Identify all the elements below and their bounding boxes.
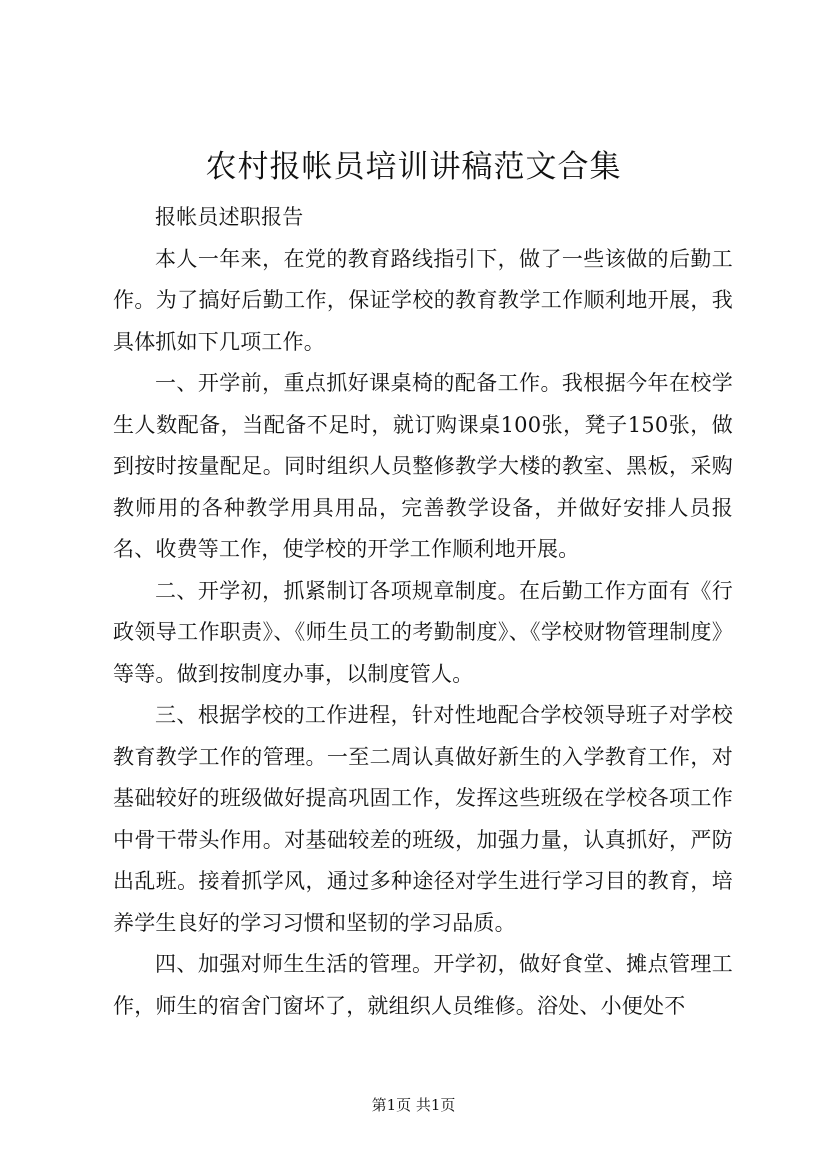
paragraph-heading: 报帐员述职报告 [155,205,304,229]
paragraph-item-2: 二、开学初，抓紧制订各项规章制度。在后勤工作方面有《行政领导工作职责》、《师生员工的考勤制度》、《学校财物管理制度》等等。做到按制度办事，以制度管人。 [113,578,733,686]
paragraph-item-4: 四、加强对师生生活的管理。开学初，做好食堂、摊点管理工作，师生的宿舍门窗坏了，就组织人员维修。浴处、小便处不 [113,952,733,1018]
page-number-footer: 第1页 共1页 [371,1096,456,1114]
paragraph-item-1: 一、开学前，重点抓好课桌椅的配备工作。我根据今年在校学生人数配备，当配备不足时，就订购课桌100张，凳子150张，做到按时按量配足。同时组织人员整修教学大楼的教室、黑板，采购教师用的各种教学用具用品，完善教学设备，并做好安排人员报名、收费等工作，使学校的开学工作顺利地开展。 [113,371,733,561]
document-title: 农村报帐员培训讲稿范文合集 [205,149,622,185]
paragraph-item-3: 三、根据学校的工作进程，针对性地配合学校领导班子对学校教育教学工作的管理。一至二周认真做好新生的入学教育工作，对基础较好的班级做好提高巩固工作，发挥这些班级在学校各项工作中骨干带头作用。对基础较差的班级，加强力量，认真抓好，严防出乱班。接着抓学风，通过多种途径对学生进行学习目的教育，培养学生良好的学习习惯和坚韧的学习品质。 [113,703,733,935]
document-body [113,197,733,1027]
paragraph-intro: 本人一年来，在党的教育路线指引下，做了一些该做的后勤工作。为了搞好后勤工作，保证学校的教育教学工作顺利地开展，我具体抓如下几项工作。 [113,246,733,354]
